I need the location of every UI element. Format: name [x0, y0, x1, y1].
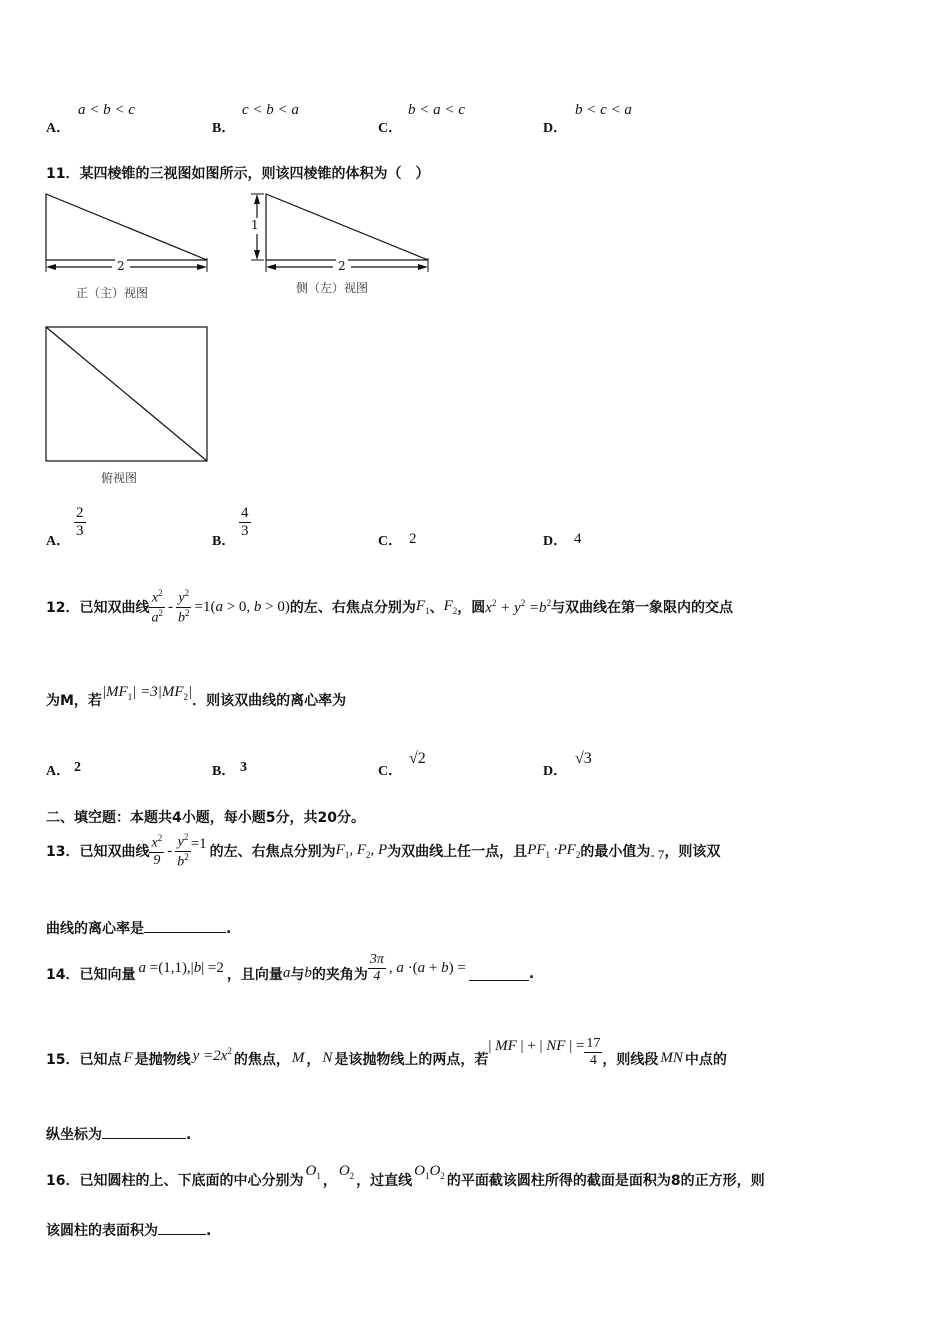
q12-line1: 12．已知双曲线 $\frac{x^2}{a^2}$ - $\frac{y^2}{b^2}$ =1(a > 0, b > 0) 的左、右焦点分别为 $F_1$ 、 $F_2$ ，圆 $x^2 + y^2 =b^2$ 与双曲线在第一象限内的交点: [46, 588, 734, 626]
q12-text3: 与双曲线在第一象限内的交点: [551, 600, 734, 617]
q11-option-a-num: 2: [76, 505, 84, 521]
q13-prefix: 13．已知双曲线: [46, 844, 150, 861]
q15-prefix: 15．已知点: [46, 1051, 122, 1068]
q16-line2-text: 该圆柱的表面积为: [46, 1223, 158, 1239]
q12-fraction-x: $\frac{x^2}{a^2}$: [151, 588, 163, 626]
q12-option-b-value: 3: [240, 760, 247, 775]
front-view-diagram: [0, 0, 950, 500]
q15-answer-blank[interactable]: [102, 1126, 186, 1139]
q16-text1: ，过直线: [356, 1173, 413, 1189]
q11-option-d-value: 4: [574, 531, 582, 547]
q13-line2-text: 曲线的离心率是: [46, 921, 144, 937]
q14-angle-fraction: $\frac{3\pi}{4}$: [369, 952, 384, 984]
q10-option-a-letter: A．: [46, 121, 71, 136]
q12-option-d-letter: D．: [543, 764, 568, 779]
q12-option-c-letter: C．: [378, 764, 403, 779]
q12-line2: 为M，若 $|MF_1| =3|MF_2|$ ．则该双曲线的离心率为: [46, 684, 347, 709]
q13-answer-blank[interactable]: [144, 920, 226, 933]
q15-text2: 的焦点，: [233, 1051, 290, 1068]
q10-option-c-expr: b < a < c: [408, 102, 465, 118]
top-view-caption: 俯视图: [101, 471, 138, 485]
q14-answer-blank[interactable]: [469, 968, 529, 981]
side-view-caption: 侧（左）视图: [296, 281, 369, 295]
q13-min-value: - 7: [650, 847, 665, 863]
q10-option-d-letter: D．: [543, 121, 568, 136]
q13-text4: ，则该双: [664, 844, 721, 861]
q14-prefix: 14．已知向量: [46, 966, 136, 983]
q16-line2: 该圆柱的表面积为 .: [46, 1223, 212, 1239]
q11-option-a-den: 3: [76, 523, 84, 539]
side-view-width-label: 2: [338, 259, 346, 273]
q11-option-a-letter: A．: [46, 534, 71, 549]
q14-text2: 与: [290, 966, 305, 983]
q13-fraction-y: $\frac{y^2}{b^2}$: [177, 832, 189, 870]
q11-option-a-fraction: [74, 505, 86, 540]
q10-option-b-letter: B．: [212, 121, 236, 136]
q13-text3: 的最小值为: [580, 844, 651, 861]
q11-stem: 11．某四棱锥的三视图如图所示，则该四棱锥的体积为（ ）: [46, 166, 430, 182]
q10-option-c-letter: C．: [378, 121, 403, 136]
section-2-heading: 二、填空题：本题共4小题，每小题5分，共20分。: [46, 810, 365, 826]
q14-text3: 的夹角为: [311, 966, 368, 983]
q13-text2: 为双曲线上任一点，且: [387, 844, 528, 861]
q12-option-a-letter: A．: [46, 764, 71, 779]
q16-line1: 16．已知圆柱的上、下底面的中心分别为 $O_1$ ， $O_2$ ，过直线 $O_1O_2$ 的平面截该圆柱所得的截面是面积为8的正方形，则: [46, 1163, 765, 1189]
q15-text3: 是该抛物线上的两点，若: [334, 1051, 489, 1068]
q12-line2-prefix: 为M，若: [46, 693, 102, 709]
q11-option-b-letter: B．: [212, 534, 236, 549]
q15-line1: 15．已知点 F 是抛物线 $y =2x^2$ 的焦点， M ， N 是该抛物线上的两点，若 | MF | + | NF | = $\frac{17}{4}$ ，则线段 MN 中点的: [46, 1036, 727, 1068]
q15-text4: ，则线段: [602, 1051, 659, 1068]
q13-line2: 曲线的离心率是 .: [46, 921, 232, 937]
front-view-caption: 正（主）视图: [76, 286, 149, 300]
q11-option-d-letter: D．: [543, 534, 568, 549]
q12-option-d-value: √3: [575, 750, 592, 767]
side-view-height-label: 1: [251, 218, 259, 232]
q15-line2-text: 纵坐标为: [46, 1127, 102, 1143]
q16-text2: 的平面截该圆柱所得的截面是面积为8的正方形，则: [446, 1173, 765, 1189]
q12-option-c-value: √2: [409, 750, 426, 767]
q16-answer-blank[interactable]: [158, 1222, 206, 1235]
q14-line: 14．已知向量 a =(1,1),|b| =2 ，且向量 a 与 b 的夹角为 $\frac{3\pi}{4}$ , a ·(a + b) = .: [46, 952, 535, 984]
q10-option-b-expr: c < b < a: [242, 102, 299, 118]
q16-prefix: 16．已知圆柱的上、下底面的中心分别为: [46, 1173, 304, 1189]
front-view-width-label: 2: [117, 259, 125, 273]
q15-text5: 中点的: [684, 1051, 727, 1068]
q11-option-b-num: 4: [241, 505, 249, 521]
q11-option-c-letter: C．: [378, 534, 403, 549]
q12-fraction-y: $\frac{y^2}{b^2}$: [177, 588, 190, 626]
q14-text1: ，且向量: [226, 966, 283, 983]
q10-option-a-expr: a < b < c: [78, 102, 135, 118]
q11-option-c-value: 2: [409, 531, 417, 547]
q13-text1: 的左、右焦点分别为: [209, 844, 336, 861]
q15-text1: 是抛物线: [134, 1051, 191, 1068]
q15-sum-fraction: $\frac{17}{4}$: [586, 1036, 601, 1068]
q13-fraction-x: $\frac{x^2}{9}$: [151, 833, 163, 868]
q11-option-b-fraction: [239, 505, 251, 540]
q10-option-d-expr: b < c < a: [575, 102, 632, 118]
q11-option-b-den: 3: [241, 523, 249, 539]
q12-text1: 的左、右焦点分别为: [289, 600, 416, 617]
q15-line2: 纵坐标为 .: [46, 1127, 192, 1143]
q12-option-b-letter: B．: [212, 764, 236, 779]
q12-prefix: 12．已知双曲线: [46, 600, 150, 617]
q12-option-a-value: 2: [74, 760, 81, 775]
q13-line1: 13．已知双曲线 $\frac{x^2}{9}$ - $\frac{y^2}{b^2}$ =1 的左、右焦点分别为 $F_1$, $F_2$, P 为双曲线上任一点，且 $PF_1 \cdot PF_2$ 的最小值为 - 7 ，则该双: [46, 832, 721, 870]
q12-text2: ，圆: [457, 600, 486, 617]
q12-line2-suffix: ．则该双曲线的离心率为: [192, 693, 347, 709]
